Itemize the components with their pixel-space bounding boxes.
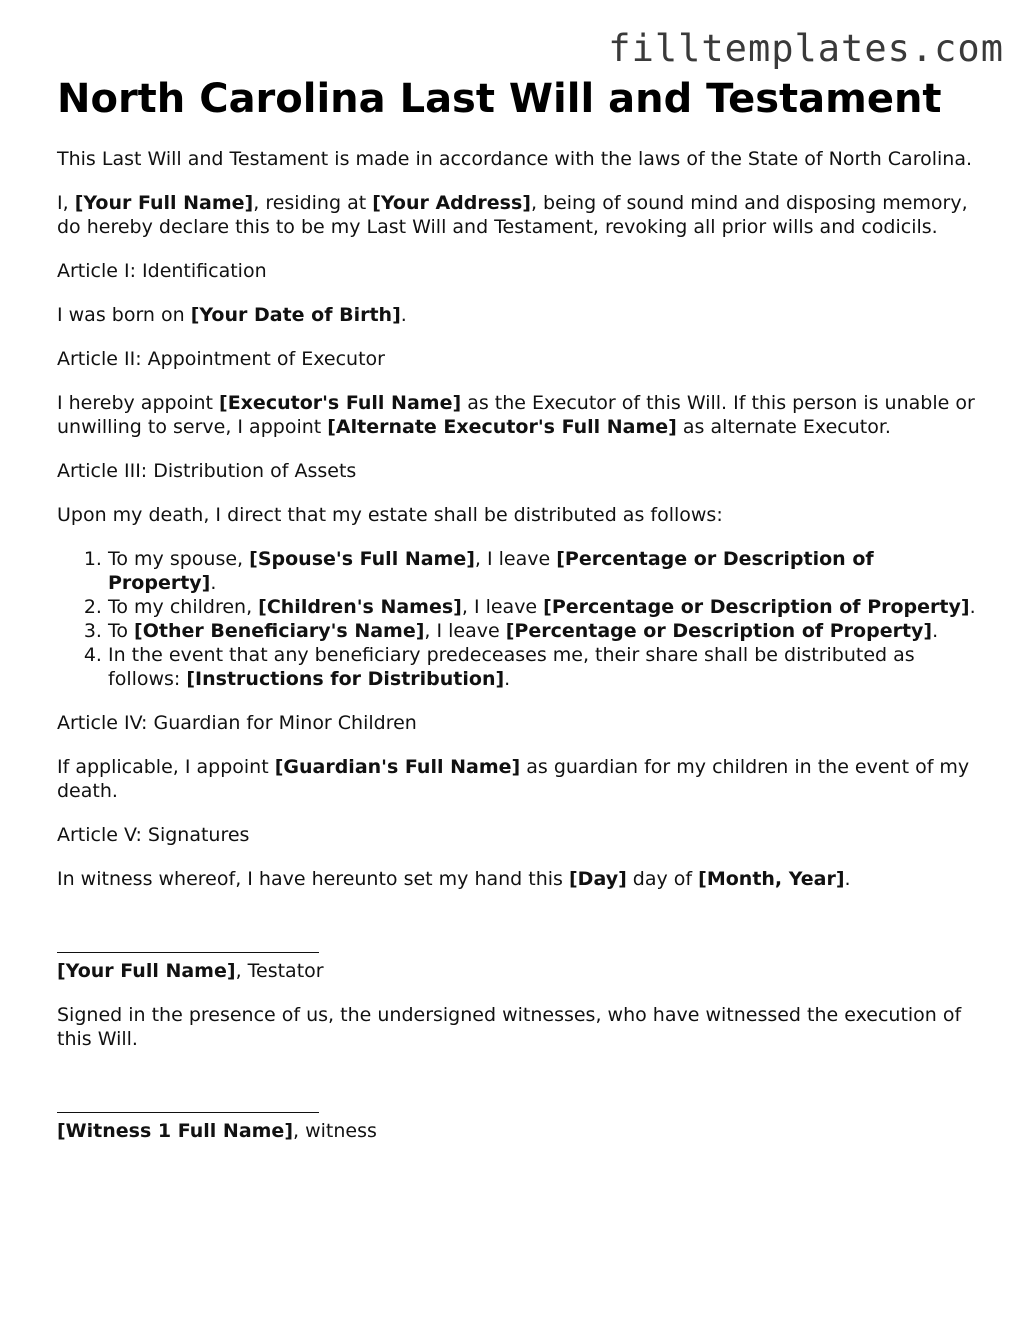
list-item: 2. To my children, [Children's Names], I leave [Percentage or Description of Property]. [108, 595, 977, 619]
article-1-heading: Article I: Identification [57, 260, 267, 282]
witness-1-signature-line [57, 1095, 977, 1119]
placeholder-address: [Your Address] [372, 192, 531, 214]
document-page [57, 75, 977, 1163]
placeholder-day: [Day] [569, 868, 627, 890]
placeholder-date-of-birth: [Your Date of Birth] [190, 304, 401, 326]
placeholder-guardian-name: [Guardian's Full Name] [274, 756, 521, 778]
article-2-heading: Article II: Appointment of Executor [57, 348, 385, 370]
intro-paragraph: This Last Will and Testament is made in accordance with the laws of the State of North Carolina. [57, 148, 972, 170]
testator-name: [Your Full Name], Testator [57, 960, 324, 982]
list-item: 1. To my spouse, [Spouse's Full Name], I leave [Percentage or Description of Property]. [108, 547, 977, 595]
document-title: North Carolina Last Will and Testament [57, 76, 942, 122]
article-2-body: I hereby appoint [Executor's Full Name] as the Executor of this Will. If this person is unable or unwilling to serve, I appoint [Alternate Executor's Full Name] as alternate Executor. [57, 392, 975, 438]
placeholder-executor-name: [Executor's Full Name] [219, 392, 462, 414]
witness-1-name: [Witness 1 Full Name], witness [57, 1120, 377, 1142]
testator-signature-line [57, 935, 977, 959]
article-5-heading: Article V: Signatures [57, 824, 250, 846]
list-item: 3. To [Other Beneficiary's Name], I leave [Percentage or Description of Property]. [108, 619, 977, 643]
article-4-body: If applicable, I appoint [Guardian's Full Name] as guardian for my children in the event of my death. [57, 756, 970, 802]
placeholder-alternate-executor-name: [Alternate Executor's Full Name] [327, 416, 677, 438]
article-3-lead: Upon my death, I direct that my estate shall be distributed as follows: [57, 504, 723, 526]
article-4-heading: Article IV: Guardian for Minor Children [57, 712, 417, 734]
placeholder-full-name: [Your Full Name] [74, 192, 254, 214]
article-1-body: I was born on [Your Date of Birth]. [57, 304, 407, 326]
article-3-heading: Article III: Distribution of Assets [57, 460, 357, 482]
placeholder-month-year: [Month, Year] [698, 868, 845, 890]
article-5-body: In witness whereof, I have hereunto set my hand this [Day] day of [Month, Year]. [57, 868, 851, 890]
watermark: filltemplates.com [608, 27, 1004, 70]
distribution-list [57, 547, 977, 691]
witness-statement: Signed in the presence of us, the undersigned witnesses, who have witnessed the execution of this Will. [57, 1004, 962, 1050]
list-item: 4. In the event that any beneficiary predeceases me, their share shall be distributed as follows: [Instructions for Distribution]. [108, 643, 977, 691]
declaration-paragraph: I, [Your Full Name], residing at [Your Address], being of sound mind and disposing memory, do hereby declare this to be my Last Will and Testament, revoking all prior wills and codicils. [57, 192, 968, 238]
